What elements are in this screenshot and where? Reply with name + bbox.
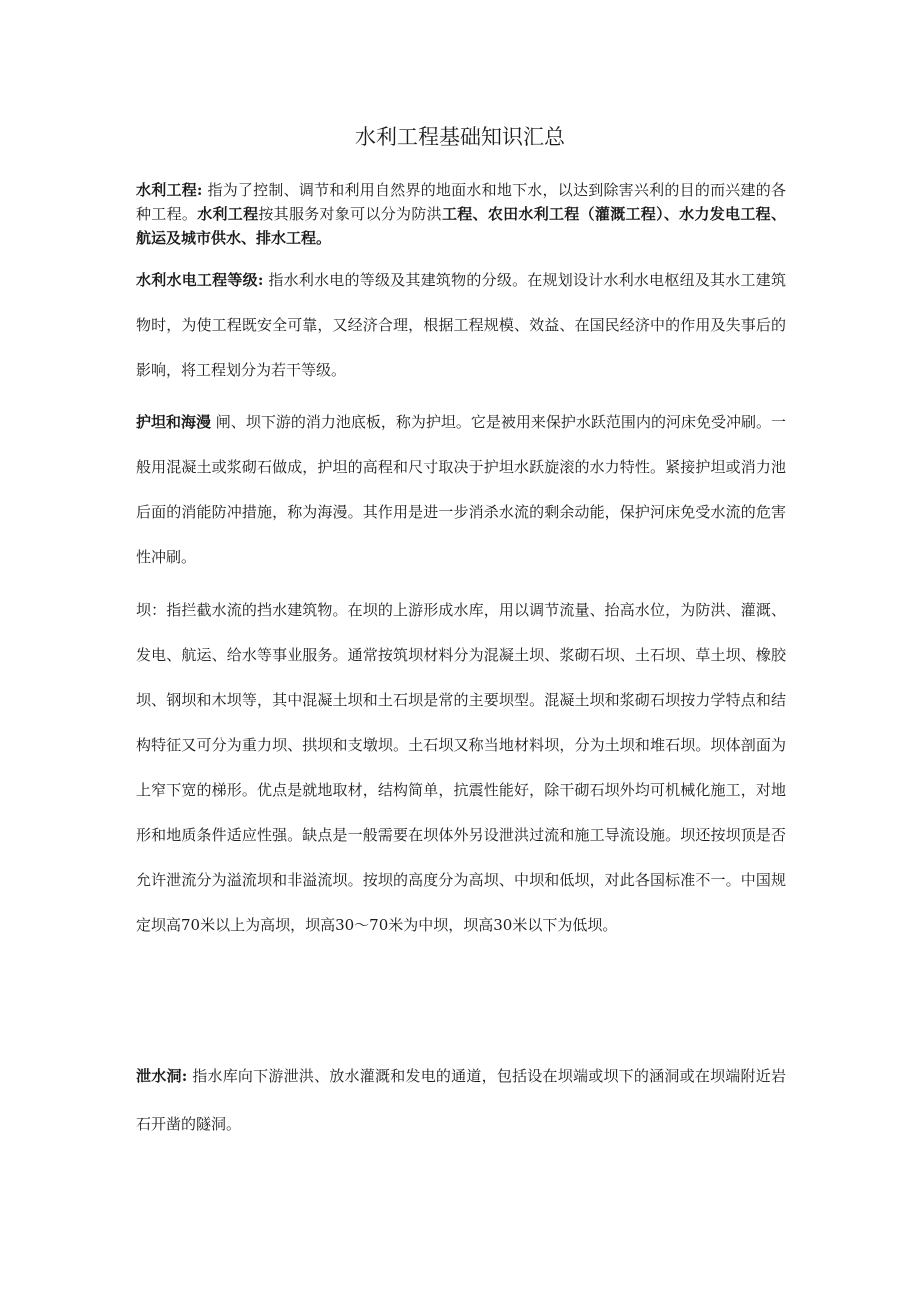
paragraph-project-grade <box>136 258 786 393</box>
page-title: 水利工程基础知识汇总 <box>355 125 565 149</box>
paragraph-dam <box>136 588 786 948</box>
term-label: 水利工程: <box>136 181 203 199</box>
paragraph-text: 指水库向下游泄洪、放水灌溉和发电的通道，包括设在坝端或坝下的涵洞或在坝端附近岩石开凿的隧洞。 <box>136 1067 786 1133</box>
paragraph-text: 坝：指拦截水流的挡水建筑物。在坝的上游形成水库，用以调节流量、抬高水位，为防洪、灌溉、发电、航运、给水等事业服务。通常按筑坝材料分为混凝土坝、浆砌石坝、土石坝、草土坝、橡胶坝、钢坝和木坝等，其中混凝土坝和土石坝是常的主要坝型。混凝土坝和浆砌石坝按力学特点和结构特征又可分为重力坝、拱坝和支墩坝。土石坝又称当地材料坝，分为土坝和堆石坝。坝体剖面为上窄下宽的梯形。优点是就地取材，结构简单，抗震性能好，除干砌石坝外均可机械化施工，对地形和地质条件适应性强。缺点是一般需要在坝体外另设泄洪过流和施工导流设施。坝还按坝顶是否允许泄流分为溢流坝和非溢流坝。按坝的高度分为高坝、中坝和低坝，对此各国标准不一。中国规定坝高70米以上为高坝，坝高30〜70米为中坝，坝高30米以下为低坝。 <box>136 601 786 934</box>
emphasized-text: 工程、农田水利工程（灌溉工程）、水力发电工程、航运及城市供水、排水工程。 <box>136 205 786 247</box>
paragraph-text: 闸、坝下游的消力池底板，称为护坦。它是被用来保护水跃范围内的河床免受冲刷。一般用混凝土或浆砌石做成，护坦的高程和尺寸取决于护坦水跃旋滚的水力特性。紧接护坦或消力池后面的消能防冲措施，称为海漫。其作用是进一步消杀水流的剩余动能，保护河床免受水流的危害性冲刷。 <box>136 413 786 566</box>
term-label: 泄水洞: <box>136 1067 188 1085</box>
term-label: 护坦和海漫 <box>136 413 212 431</box>
paragraph-apron-and-riprap <box>136 400 786 580</box>
paragraph-text: 按其服务对象可以分为防洪 <box>258 205 442 223</box>
paragraph-spillway-tunnel <box>136 1052 786 1148</box>
term-label: 水利水电工程等级: <box>136 271 264 289</box>
term-label: 水利工程 <box>197 205 259 223</box>
paragraph-water-conservancy-project <box>136 178 786 250</box>
paragraph-text: 指水利水电的等级及其建筑物的分级。在规划设计水利水电枢纽及其水工建筑物时，为使工程既安全可靠，又经济合理，根据工程规模、效益、在国民经济中的作用及失事后的影响，将工程划分为若干等级。 <box>136 271 786 379</box>
paragraph-text: 指为了控制、调节和利用自然界的地面水和地下水，以达到除害兴利的目的而兴建的各种工程。 <box>136 181 786 223</box>
